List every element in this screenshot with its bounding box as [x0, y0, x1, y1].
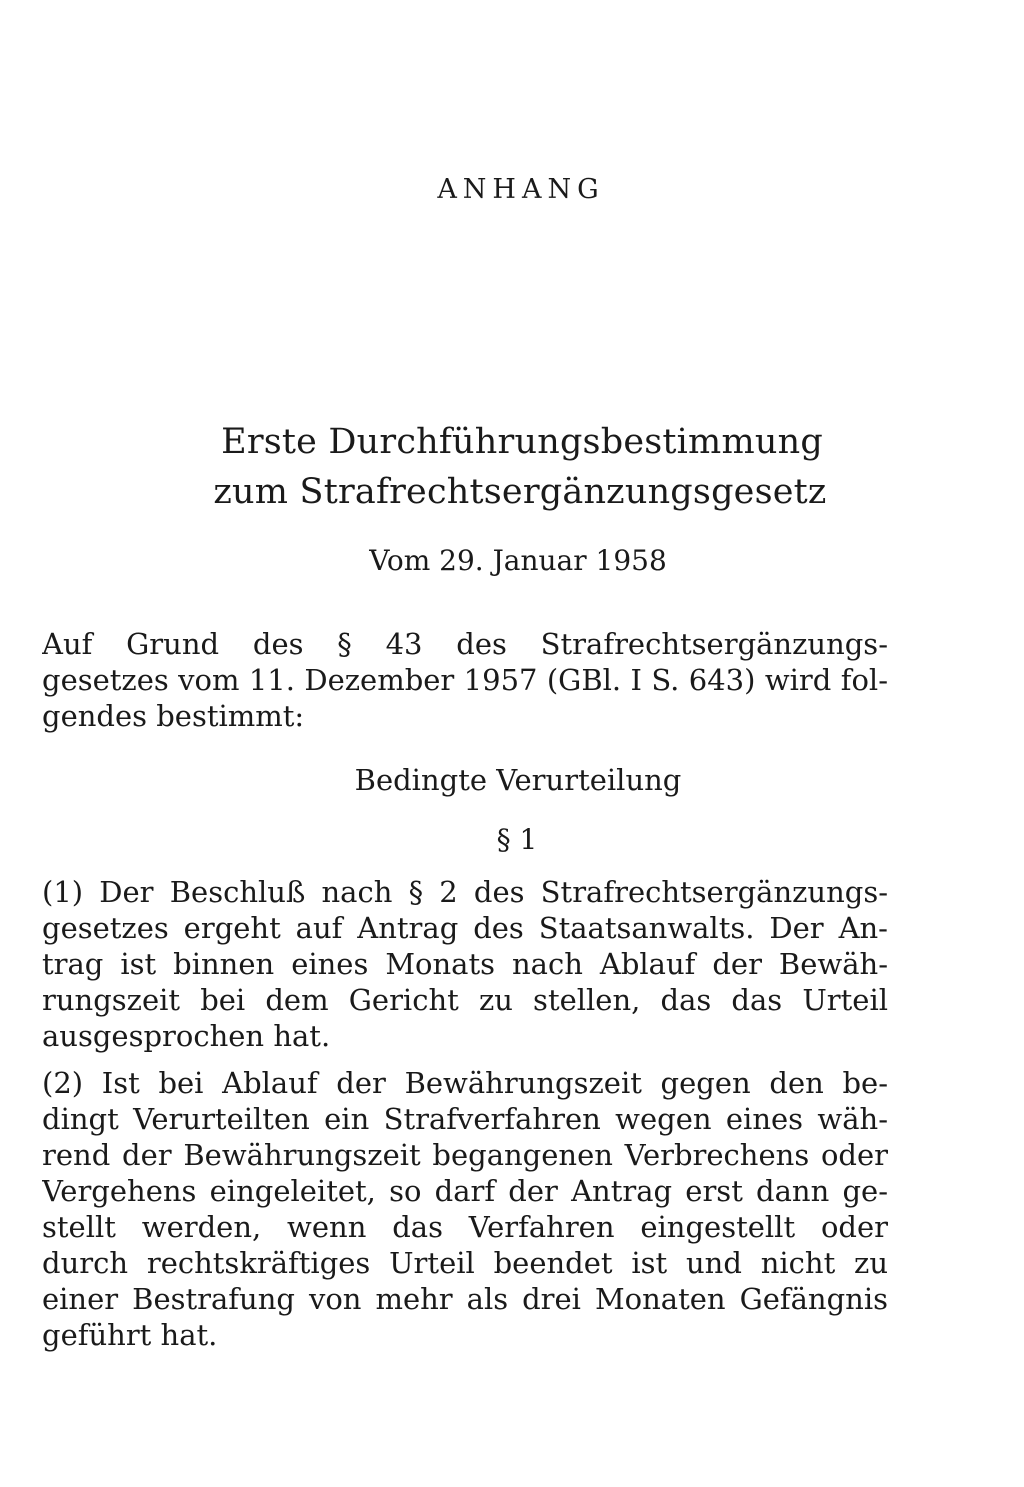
preamble [42, 626, 888, 734]
appendix-heading: ANHANG [437, 174, 605, 205]
paragraph-line: gesetzes ergeht auf Antrag des Staatsanwalts. Der An- [42, 911, 888, 945]
paragraph-1 [42, 874, 888, 1054]
preamble-line: gesetzes vom 11. Dezember 1957 (GBl. I S. 643) wird fol- [42, 663, 888, 697]
paragraph-line: stellt werden, wenn das Verfahren eingestellt oder [42, 1210, 888, 1244]
paragraph-line: durch rechtskräftiges Urteil beendet ist und nicht zu [42, 1246, 888, 1280]
paragraph-line: (1) Der Beschluß nach § 2 des Strafrechtsergänzungs- [42, 875, 888, 909]
title-line-1: Erste Durchführungsbestimmung [221, 422, 823, 462]
title-line-2: zum Strafrechtsergänzungsgesetz [213, 472, 827, 512]
preamble-line: Auf Grund des § 43 des Strafrechtsergänzungs- [42, 627, 888, 661]
paragraph-line: Vergehens eingeleitet, so darf der Antrag erst dann ge- [42, 1174, 888, 1208]
paragraph-line: (2) Ist bei Ablauf der Bewährungszeit gegen den be- [42, 1066, 888, 1100]
paragraph-line: dingt Verurteilten ein Strafverfahren wegen eines wäh- [42, 1102, 888, 1136]
paragraph-line: trag ist binnen eines Monats nach Ablauf der Bewäh- [42, 947, 888, 981]
document-date: Vom 29. Januar 1958 [369, 544, 667, 577]
paragraph-2 [42, 1065, 888, 1353]
paragraph-line: ausgesprochen hat. [42, 1019, 331, 1053]
paragraph-line: einer Bestrafung von mehr als drei Monaten Gefängnis [42, 1282, 888, 1316]
paragraph-line: rend der Bewährungszeit begangenen Verbrechens oder [42, 1138, 888, 1172]
section-mark: § 1 [496, 823, 538, 856]
preamble-line: gendes bestimmt: [42, 699, 305, 733]
paragraph-line: geführt hat. [42, 1318, 218, 1352]
section-subheading: Bedingte Verurteilung [354, 763, 682, 797]
paragraph-line: rungszeit bei dem Gericht zu stellen, das das Urteil [42, 983, 888, 1017]
